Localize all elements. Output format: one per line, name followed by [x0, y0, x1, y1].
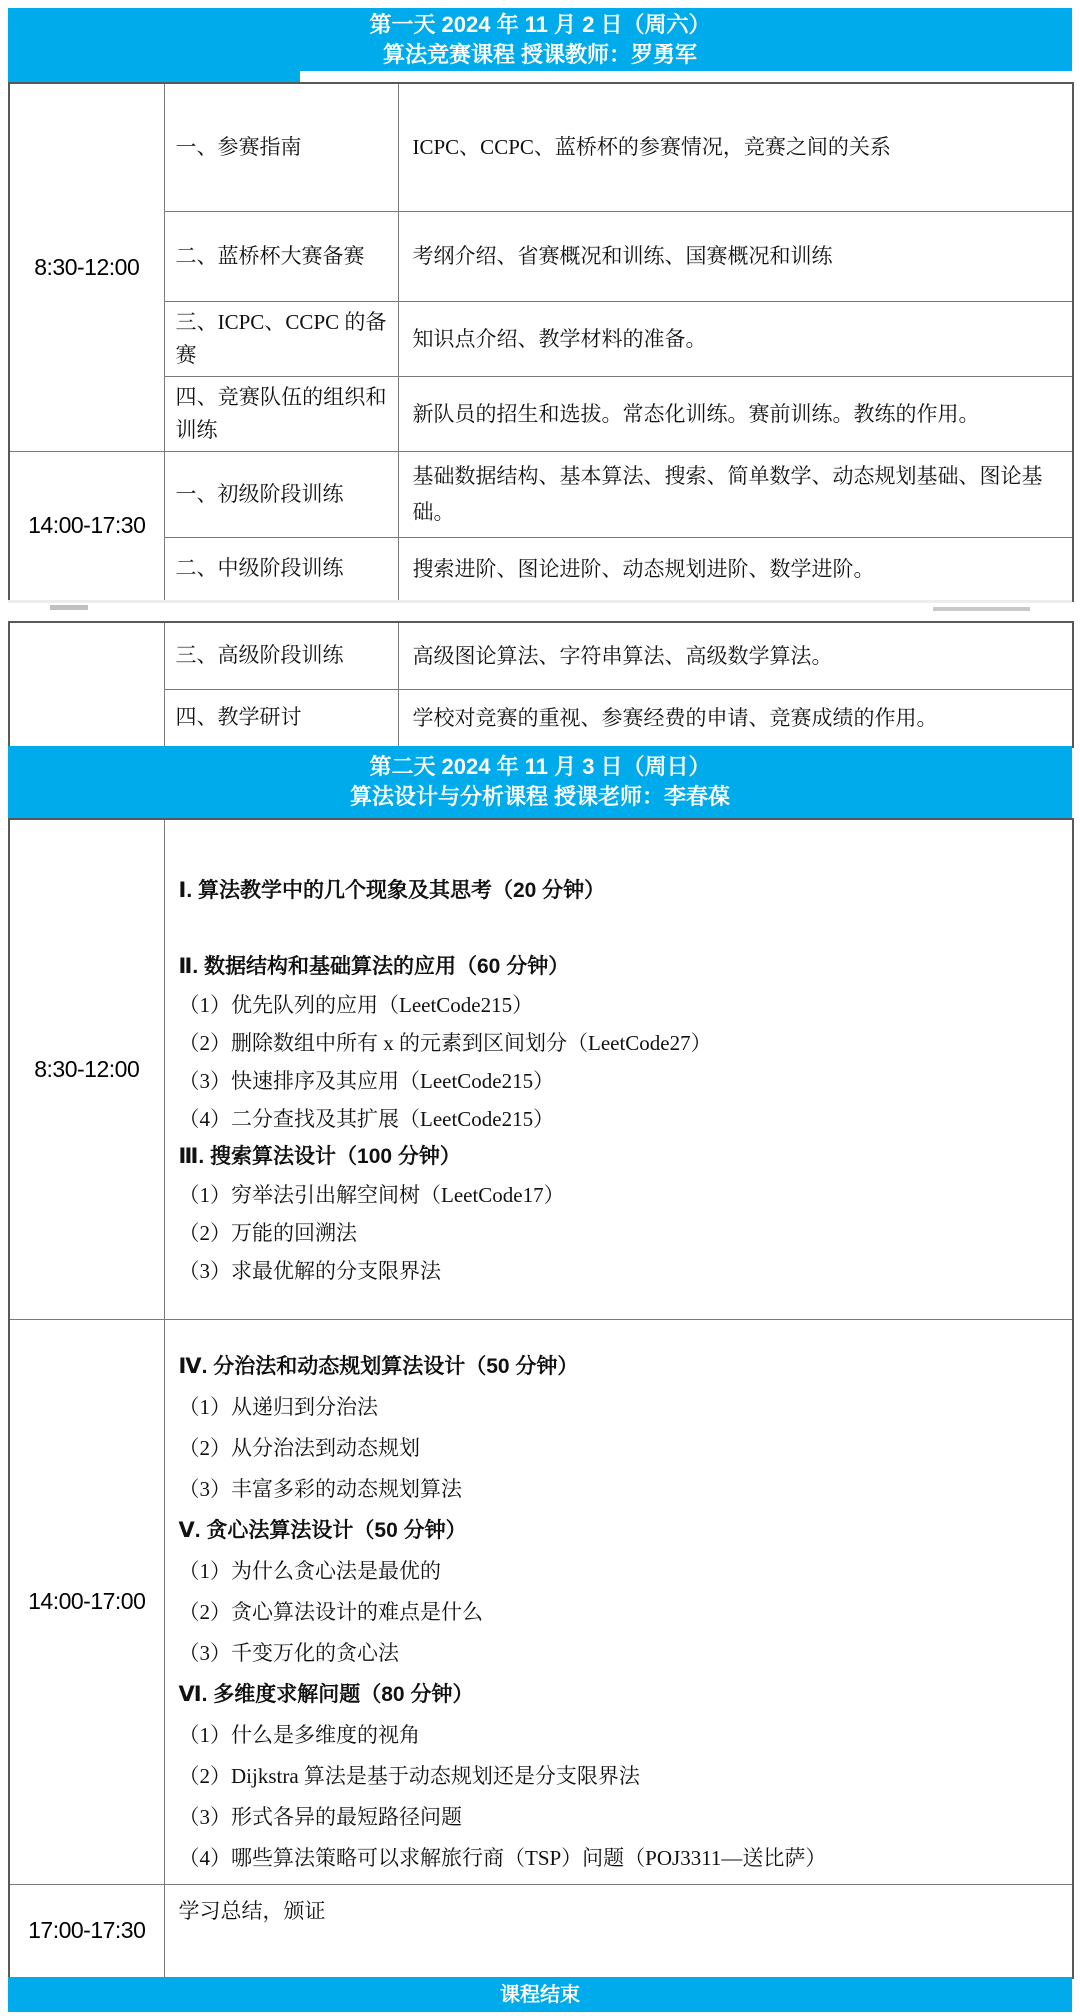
desc-cell: 高级图论算法、字符串算法、高级数学算法。 — [398, 622, 1073, 689]
day1-header — [8, 8, 1072, 71]
agenda-item: （2）贪心算法设计的难点是什么 — [178, 1599, 483, 1624]
table-resize-handle — [933, 607, 1030, 611]
table-row — [9, 376, 1073, 451]
topic-cell: 三、高级阶段训练 — [164, 622, 398, 689]
day1-schedule-table-continued — [8, 621, 1074, 748]
day2-schedule-table — [8, 818, 1074, 1979]
desc-cell: 知识点介绍、教学材料的准备。 — [398, 301, 1073, 376]
table-row — [9, 622, 1073, 689]
agenda-item: （1）为什么贪心法是最优的 — [178, 1558, 441, 1583]
table-row — [9, 819, 1073, 1319]
table-resize-handle — [50, 605, 88, 610]
agenda-item: （2）删除数组中所有 x 的元素到区间划分（LeetCode27） — [178, 1031, 712, 1055]
table-row — [9, 301, 1073, 376]
desc-cell: 新队员的招生和选拔。常态化训练。赛前训练。教练的作用。 — [398, 376, 1073, 451]
desc-cell: 基础数据结构、基本算法、搜索、简单数学、动态规划基础、图论基础。 — [398, 451, 1073, 537]
agenda-section: Ⅵ. 多维度求解问题（80 分钟） — [178, 1682, 474, 1706]
day1-afternoon-time-cell: 14:00-17:30 — [9, 451, 164, 601]
day2-closing-time-cell: 17:00-17:30 — [9, 1884, 164, 1978]
agenda-item: （3）丰富多彩的动态规划算法 — [178, 1476, 462, 1501]
agenda-section: Ⅰ. 算法教学中的几个现象及其思考（20 分钟） — [178, 879, 606, 902]
agenda-item: （1）从递归到分治法 — [178, 1394, 378, 1419]
agenda-item: （4）哪些算法策略可以求解旅行商（TSP）问题（POJ3311—送比萨） — [178, 1845, 827, 1870]
desc-cell: 学校对竞赛的重视、参赛经费的申请、竞赛成绩的作用。 — [398, 689, 1073, 747]
topic-cell: 二、中级阶段训练 — [164, 537, 398, 601]
day1-schedule-table — [8, 82, 1074, 602]
topic-cell: 二、蓝桥杯大赛备赛 — [164, 211, 398, 301]
agenda-item: （4）二分查找及其扩展（LeetCode215） — [178, 1107, 555, 1131]
table-row — [9, 451, 1073, 537]
day2-morning-time-cell: 8:30-12:00 — [9, 819, 164, 1319]
topic-cell: 一、参赛指南 — [164, 83, 398, 211]
agenda-item: （3）求最优解的分支限界法 — [178, 1259, 441, 1283]
agenda-item: （1）优先队列的应用（LeetCode215） — [178, 993, 534, 1017]
day1-header-title: 第一天 2024 年 11 月 2 日（周六） — [369, 11, 711, 37]
agenda-section: Ⅳ. 分治法和动态规划算法设计（50 分钟） — [178, 1354, 579, 1378]
course-end-label: 课程结束 — [500, 1983, 580, 2006]
topic-cell: 四、竞赛队伍的组织和训练 — [164, 376, 398, 451]
empty-time-cell — [9, 622, 164, 747]
desc-cell: 考纲介绍、省赛概况和训练、国赛概况和训练 — [398, 211, 1073, 301]
agenda-item: （3）快速排序及其应用（LeetCode215） — [178, 1069, 555, 1093]
day2-header-title: 第二天 2024 年 11 月 3 日（周日） — [369, 754, 711, 779]
desc-cell: ICPC、CCPC、蓝桥杯的参赛情况，竞赛之间的关系 — [398, 83, 1073, 211]
table-row — [9, 537, 1073, 601]
day2-afternoon-agenda — [164, 1319, 1073, 1884]
desc-cell: 搜索进阶、图论进阶、动态规划进阶、数学进阶。 — [398, 537, 1073, 601]
topic-cell: 四、教学研讨 — [164, 689, 398, 747]
day2-header — [8, 746, 1072, 818]
day1-header-notch — [8, 71, 300, 82]
table-row — [9, 689, 1073, 747]
table-row — [9, 83, 1073, 211]
course-end-banner — [8, 1977, 1072, 2012]
closing-desc-cell: 学习总结，颁证 — [164, 1884, 1073, 1978]
topic-cell: 一、初级阶段训练 — [164, 451, 398, 537]
page-break-divider — [8, 600, 1072, 603]
day2-morning-agenda — [164, 819, 1073, 1319]
agenda-item: （1）什么是多维度的视角 — [178, 1722, 420, 1747]
agenda-item: （3）形式各异的最短路径问题 — [178, 1804, 462, 1829]
day2-afternoon-time-cell: 14:00-17:00 — [9, 1319, 164, 1884]
agenda-item: （1）穷举法引出解空间树（LeetCode17） — [178, 1183, 565, 1207]
table-row — [9, 1884, 1073, 1978]
day1-header-subtitle: 算法竞赛课程 授课教师：罗勇军 — [382, 41, 698, 67]
agenda-item: （3）千变万化的贪心法 — [178, 1640, 399, 1665]
agenda-section: Ⅴ. 贪心法算法设计（50 分钟） — [178, 1518, 467, 1542]
agenda-item: （2）Dijkstra 算法是基于动态规划还是分支限界法 — [178, 1763, 640, 1788]
table-row — [9, 1319, 1073, 1884]
agenda-item: （2）万能的回溯法 — [178, 1221, 357, 1245]
agenda-item: （2）从分治法到动态规划 — [178, 1435, 420, 1460]
day2-header-subtitle: 算法设计与分析课程 授课老师：李春葆 — [349, 784, 731, 809]
day1-morning-time-cell: 8:30-12:00 — [9, 83, 164, 451]
table-row — [9, 211, 1073, 301]
topic-cell: 三、ICPC、CCPC 的备赛 — [164, 301, 398, 376]
agenda-section: Ⅲ. 搜索算法设计（100 分钟） — [178, 1145, 461, 1168]
agenda-section: Ⅱ. 数据结构和基础算法的应用（60 分钟） — [178, 955, 570, 978]
